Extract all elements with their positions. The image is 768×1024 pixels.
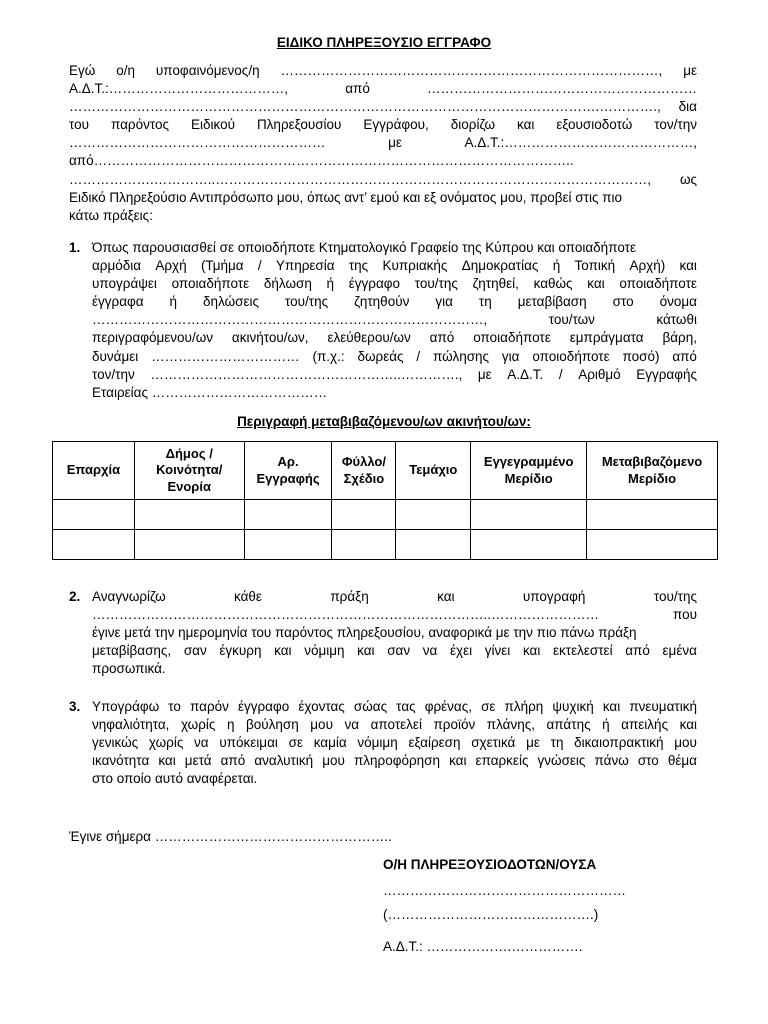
word: του bbox=[69, 117, 90, 133]
signatory-name-line: (……………………………………….) bbox=[383, 907, 599, 922]
document-title: ΕΙΔΙΚΟ ΠΛΗΡΕΞΟΥΣΙΟ ΕΓΓΡΑΦΟ bbox=[276, 35, 492, 50]
table-cell[interactable] bbox=[53, 530, 135, 560]
table-cell[interactable] bbox=[53, 500, 135, 530]
clause-line bbox=[92, 311, 697, 329]
word: περιγραφόμενου/ων bbox=[92, 330, 213, 346]
word: να bbox=[194, 735, 209, 751]
word: οποιαδήποτε bbox=[171, 276, 250, 292]
word: Α.Δ.Τ.:…………………………………, bbox=[69, 81, 289, 97]
column-header: Δήμος / Κοινότητα/ Ενορία bbox=[134, 442, 244, 500]
intro-line bbox=[69, 171, 697, 189]
word: πλάνης, bbox=[486, 717, 535, 733]
word: και bbox=[357, 643, 375, 659]
word: βάρη, bbox=[662, 330, 697, 346]
table-cell[interactable] bbox=[244, 530, 332, 560]
word: ελεύθερου/ων bbox=[327, 330, 411, 346]
clause-line bbox=[92, 588, 697, 606]
word: η bbox=[226, 717, 235, 733]
word: μου bbox=[310, 717, 333, 733]
word: Εγγράφου, bbox=[363, 117, 429, 133]
word: Αρχή bbox=[155, 258, 187, 274]
table-header-row bbox=[53, 442, 718, 500]
clause-number: 3. bbox=[69, 699, 81, 714]
word: θέμα bbox=[667, 753, 697, 769]
word: πάνω bbox=[594, 753, 629, 769]
word: βούληση bbox=[245, 717, 299, 733]
word: ή bbox=[552, 258, 561, 274]
word: ή bbox=[326, 276, 335, 292]
word: απειλής bbox=[621, 717, 669, 733]
word: του/της bbox=[285, 294, 329, 310]
word: του/της bbox=[653, 589, 697, 604]
column-header: Τεμάχιο bbox=[396, 442, 471, 500]
clause-line bbox=[92, 366, 697, 384]
word: να bbox=[344, 717, 360, 733]
word: αποτελεί bbox=[370, 717, 422, 733]
intro-line bbox=[69, 134, 697, 152]
word: με bbox=[388, 135, 402, 151]
intro-line: κάτω πράξεις: bbox=[69, 207, 153, 223]
word: ……………….…………..……………………………………………………………………………………, bbox=[69, 171, 652, 187]
word: παρόντος bbox=[111, 117, 170, 133]
clause-line bbox=[92, 348, 697, 366]
column-header: Επαρχία bbox=[53, 442, 135, 500]
word: ……………………………………………………………………………..…………………… bbox=[92, 607, 600, 623]
intro-line bbox=[69, 98, 697, 116]
word: στο bbox=[612, 294, 634, 310]
word: …………………………………………………………………………, bbox=[280, 63, 663, 78]
date-line: Έγινε σήμερα …………………………………………….. bbox=[69, 829, 392, 844]
word: Εγγραφής bbox=[636, 366, 697, 382]
intro-line bbox=[69, 116, 697, 134]
word: πληροφόρηση bbox=[353, 753, 440, 769]
word: έγγραφο bbox=[348, 276, 401, 292]
word: από bbox=[345, 81, 370, 97]
word: ζητηθούν bbox=[354, 294, 410, 310]
word: σαν bbox=[387, 643, 411, 659]
word: να bbox=[422, 643, 438, 659]
word: πλήρη bbox=[504, 699, 544, 714]
signature-line: ……………………………………………… bbox=[383, 883, 626, 898]
word: ………………………………………………..…………., bbox=[150, 366, 463, 382]
table-cell[interactable] bbox=[134, 500, 244, 530]
word: και bbox=[449, 753, 467, 769]
clause-line bbox=[92, 734, 697, 752]
word: διορίζω bbox=[450, 117, 496, 133]
word: τας bbox=[396, 699, 416, 714]
word: και bbox=[679, 258, 697, 274]
intro-line: Ειδικό Πληρεξούσιο Αντιπρόσωπο μου, όπως αντ’ εμού και εξ ονόματος μου, προβεί στις πιο bbox=[69, 189, 623, 205]
word: και bbox=[522, 643, 541, 659]
word: οποιαδήποτε bbox=[473, 330, 551, 346]
property-table bbox=[52, 441, 718, 560]
word: ψυχική bbox=[552, 699, 594, 714]
word: και bbox=[587, 276, 605, 292]
word: Α.Δ.Τ.:……………………………………, bbox=[464, 135, 697, 151]
word: σώας bbox=[353, 699, 388, 714]
word: Τοπική bbox=[574, 258, 616, 274]
word: και bbox=[158, 753, 176, 769]
clause-body bbox=[92, 239, 697, 402]
word: για bbox=[501, 348, 520, 364]
word: στο bbox=[637, 753, 659, 769]
table-cell[interactable] bbox=[471, 530, 587, 560]
intro-paragraph bbox=[69, 62, 697, 225]
word: και bbox=[517, 117, 535, 133]
word: ……………………………………………………………………………, bbox=[92, 312, 488, 328]
word: φρένας, bbox=[424, 699, 472, 714]
word: ………………………………………………… bbox=[69, 135, 326, 151]
word: πώλησης bbox=[433, 348, 490, 364]
word: με bbox=[526, 735, 540, 751]
table-row bbox=[53, 530, 718, 560]
signatory-role: Ο/Η ΠΛΗΡΕΞΟΥΣΙΟΔΟΤΩΝ/ΟΥΣΑ bbox=[383, 857, 597, 872]
word: επαρκείς bbox=[475, 753, 529, 769]
word: από bbox=[625, 643, 650, 659]
word: νόμιμη bbox=[357, 735, 398, 751]
intro-line: από…………………………………………………………………………………………….. bbox=[69, 153, 574, 169]
clause-number: 2. bbox=[69, 589, 81, 604]
word: μου bbox=[674, 735, 697, 751]
word: σαν bbox=[183, 643, 207, 659]
word: σχετικά bbox=[471, 735, 516, 751]
clause-line bbox=[92, 257, 697, 275]
word: της bbox=[348, 258, 369, 274]
word: τη bbox=[550, 735, 564, 751]
table-body bbox=[53, 500, 718, 560]
word: έγκυρη bbox=[219, 643, 262, 659]
word: από bbox=[672, 348, 697, 364]
table-cell[interactable] bbox=[396, 530, 471, 560]
table-cell[interactable] bbox=[332, 500, 396, 530]
word: Κυπριακής bbox=[382, 258, 448, 274]
word: (Τμήμα bbox=[200, 258, 244, 274]
column-header: Φύλλο/ Σχέδιο bbox=[332, 442, 396, 500]
table-cell[interactable] bbox=[134, 530, 244, 560]
word: αρμόδια bbox=[92, 258, 142, 274]
clause-line: στο οποίο αυτό αναφέρεται. bbox=[92, 771, 258, 787]
word: / bbox=[558, 366, 563, 382]
word: μου bbox=[322, 753, 345, 769]
word: …………………………………………………… bbox=[427, 81, 697, 97]
clause-line: έγινε μετά την ημερομηνία του παρόντος πληρεξουσίου, αναφορικά με την πιο πάνω πράξη bbox=[92, 625, 637, 641]
word: Υπηρεσία bbox=[275, 258, 335, 274]
word: από bbox=[429, 330, 455, 346]
word: σε bbox=[481, 699, 496, 714]
word: καθώς bbox=[533, 276, 573, 292]
word: σε bbox=[288, 735, 303, 751]
clause-line bbox=[92, 293, 697, 311]
word: εξουσιοδοτώ bbox=[556, 117, 633, 133]
word: οποιοδήποτε bbox=[532, 348, 610, 364]
column-header: Μεταβιβαζόμενο Μερίδιο bbox=[587, 442, 718, 500]
word: κάθε bbox=[234, 589, 262, 604]
word: / bbox=[257, 258, 262, 274]
word: υπογραφή bbox=[522, 589, 586, 604]
word: του/της bbox=[414, 276, 458, 292]
word: Αρχή) bbox=[629, 258, 666, 274]
word: ο/η bbox=[116, 63, 135, 78]
word: υποφαινόμενος/η bbox=[155, 63, 260, 78]
clause-line bbox=[92, 716, 697, 734]
word: δήλωση bbox=[263, 276, 312, 292]
table-row bbox=[53, 500, 718, 530]
word: μεταβίβαση bbox=[517, 294, 587, 310]
word: / bbox=[416, 348, 421, 364]
word: τη bbox=[478, 294, 492, 310]
clause-line bbox=[92, 275, 697, 293]
word: χωρίς bbox=[180, 717, 216, 733]
word: καμία bbox=[313, 735, 347, 751]
word: οποιαδήποτε bbox=[619, 276, 697, 292]
word: δικαιοπρακτική bbox=[574, 735, 664, 751]
word: δηλώσεις bbox=[203, 294, 260, 310]
word: γίνει bbox=[484, 643, 511, 659]
word: του/των bbox=[548, 312, 595, 328]
word: εμπράγματα bbox=[569, 330, 644, 346]
intro-line bbox=[69, 80, 697, 98]
word: Πληρεξουσίου bbox=[256, 117, 342, 133]
word: Υπογράφω bbox=[92, 699, 160, 714]
word: που bbox=[672, 607, 697, 623]
clause-line: Όπως παρουσιασθεί σε οποιοδήποτε Κτηματολογικό Γραφείο της Κύπρου και οποιαδήποτε bbox=[92, 240, 636, 255]
word: εξαίρεση bbox=[408, 735, 461, 751]
word: τον/την bbox=[654, 117, 697, 133]
word: ή bbox=[602, 717, 610, 733]
word: Ειδικού bbox=[190, 117, 235, 133]
word: με bbox=[683, 63, 697, 78]
clause-line bbox=[92, 606, 697, 624]
word: έχει bbox=[449, 643, 473, 659]
word: και bbox=[679, 717, 697, 733]
clause-line bbox=[92, 642, 697, 660]
word: ικανότητα bbox=[92, 753, 150, 769]
word: και bbox=[437, 589, 455, 604]
clause-number: 1. bbox=[69, 240, 81, 255]
word: νόμιμη bbox=[304, 643, 345, 659]
word: από bbox=[220, 753, 246, 769]
word: υπογράψει bbox=[92, 276, 157, 292]
word: έχοντας bbox=[298, 699, 345, 714]
word: ζητηθεί, bbox=[472, 276, 519, 292]
clause-line bbox=[92, 698, 697, 716]
column-header: Αρ. Εγγραφής bbox=[244, 442, 332, 500]
word: κάτωθι bbox=[656, 312, 697, 328]
clause-line bbox=[92, 329, 697, 347]
word: αναλυτική bbox=[254, 753, 314, 769]
word: Αριθμό bbox=[578, 366, 621, 382]
word: ακινήτου/ων, bbox=[231, 330, 309, 346]
column-header: Εγγεγραμμένο Μερίδιο bbox=[471, 442, 587, 500]
word: υπόκειμαι bbox=[219, 735, 278, 751]
word: ……………………………………………………………………………………………………….…………., bbox=[69, 99, 661, 115]
word: Εγώ bbox=[69, 63, 96, 78]
word: και bbox=[602, 699, 621, 714]
word: έγγραφο bbox=[237, 699, 290, 714]
word: νηφαλιότητα, bbox=[92, 717, 170, 733]
clause-line bbox=[92, 752, 697, 770]
intro-line bbox=[69, 62, 697, 80]
word: με bbox=[477, 366, 492, 382]
word: όνομα bbox=[659, 294, 697, 310]
word: και bbox=[274, 643, 292, 659]
word: μεταβίβασης, bbox=[92, 643, 172, 659]
word: πράξη bbox=[330, 589, 369, 604]
word: εκτελεστεί bbox=[553, 643, 613, 659]
word: (π.χ.: bbox=[312, 348, 345, 364]
word: πνευματική bbox=[629, 699, 697, 714]
word: προϊόν bbox=[433, 717, 476, 733]
word: δωρεάς bbox=[357, 348, 404, 364]
table-cell[interactable] bbox=[471, 500, 587, 530]
word: χωρίς bbox=[148, 735, 184, 751]
word: για bbox=[435, 294, 453, 310]
word: …………………………… bbox=[151, 348, 300, 364]
word: ως bbox=[679, 171, 697, 187]
signatory-id-line: Α.Δ.Τ.: ……………….……………. bbox=[383, 939, 583, 954]
word: δυνάμει bbox=[92, 348, 139, 364]
table-cell[interactable] bbox=[587, 530, 718, 560]
word: τον/την bbox=[92, 366, 135, 382]
word: απάτης bbox=[546, 717, 591, 733]
word: παρόν bbox=[190, 699, 229, 714]
word: γνώσεις bbox=[537, 753, 586, 769]
table-cell[interactable] bbox=[396, 500, 471, 530]
word: εμένα bbox=[662, 643, 697, 659]
word: έγγραφα bbox=[92, 294, 144, 310]
table-cell[interactable] bbox=[244, 500, 332, 530]
word: δια bbox=[678, 99, 697, 115]
table-cell[interactable] bbox=[587, 500, 718, 530]
word: γενικώς bbox=[92, 735, 139, 751]
word: ή bbox=[169, 294, 178, 310]
word: Δημοκρατίας bbox=[461, 258, 539, 274]
clause-body bbox=[92, 698, 697, 788]
clause-line: προσωπικά. bbox=[92, 661, 166, 677]
word: Α.Δ.Τ. bbox=[507, 366, 544, 382]
word: το bbox=[168, 699, 181, 714]
clause-line: Εταιρείας ………………………………… bbox=[92, 384, 328, 400]
clause-body bbox=[92, 588, 697, 678]
table-cell[interactable] bbox=[332, 530, 396, 560]
word: Αναγνωρίζω bbox=[92, 589, 166, 604]
property-table-heading: Περιγραφή μεταβιβαζόμενου/ων ακινήτου/ων: bbox=[237, 414, 531, 429]
word: ποσό) bbox=[622, 348, 660, 364]
word: μετά bbox=[184, 753, 212, 769]
